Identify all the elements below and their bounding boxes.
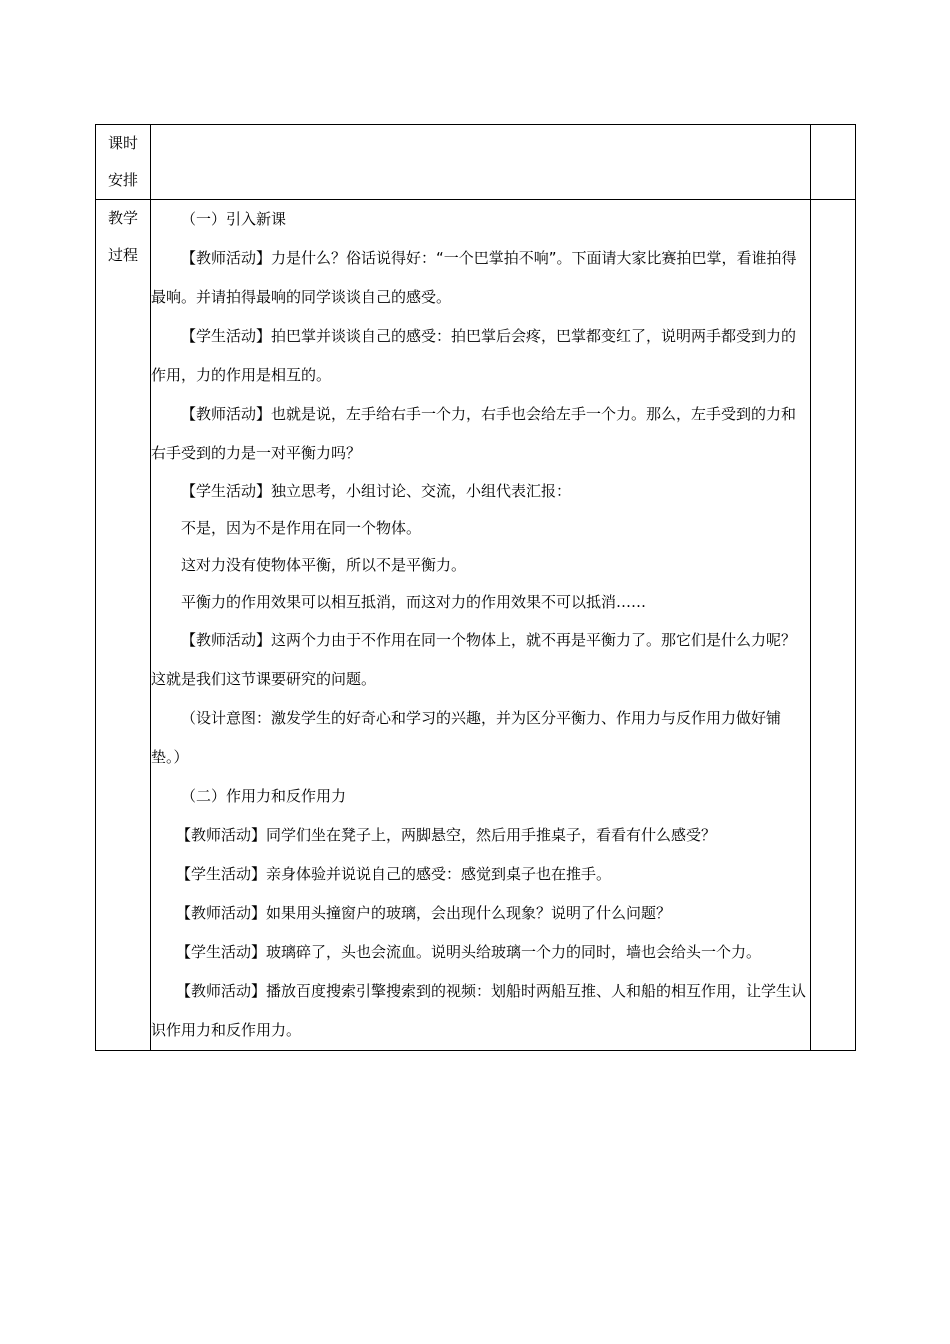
process-content-cell xyxy=(151,200,811,1051)
label-line: 过程 xyxy=(107,246,138,264)
lesson-plan-table xyxy=(95,124,856,1051)
section-heading: （二）作用力和反作用力 xyxy=(181,787,347,805)
schedule-content-cell xyxy=(151,125,811,200)
table-row-schedule xyxy=(96,125,856,200)
paragraph: 不是，因为不是作用在同一个物体。 xyxy=(181,519,422,537)
table-row-process xyxy=(96,200,856,1051)
label-line: 教学 xyxy=(107,209,138,227)
paragraph: 【教师活动】这两个力由于不作用在同一个物体上，就不再是平衡力了。那它们是什么力呢？这就是我们这节课要研究的问题。 xyxy=(151,631,797,688)
paragraph: 这对力没有使物体平衡，所以不是平衡力。 xyxy=(181,556,467,574)
paragraph: 【学生活动】亲身体验并说说自己的感受：感觉到桌子也在推手。 xyxy=(176,865,612,883)
paragraph: 【教师活动】播放百度搜索引擎搜索到的视频：划船时两船互推、人和船的相互作用，让学生认识作用力和反作用力。 xyxy=(151,982,807,1039)
label-line: 课时 xyxy=(107,134,138,152)
label-line: 安排 xyxy=(107,171,138,189)
paragraph: 平衡力的作用效果可以相互抵消，而这对力的作用效果不可以抵消…… xyxy=(181,593,647,611)
paragraph: 【教师活动】同学们坐在凳子上，两脚悬空，然后用手推桌子，看看有什么感受？ xyxy=(176,826,717,844)
section-heading: （一）引入新课 xyxy=(181,210,287,228)
paragraph: 【学生活动】独立思考，小组讨论、交流，小组代表汇报： xyxy=(181,482,572,500)
paragraph: 【教师活动】也就是说，左手给右手一个力，右手也会给左手一个力。那么，左手受到的力和右手受到的力是一对平衡力吗？ xyxy=(151,405,797,462)
paragraph: 【学生活动】拍巴掌并谈谈自己的感受：拍巴掌后会疼，巴掌都变红了，说明两手都受到力的作用，力的作用是相互的。 xyxy=(151,327,797,384)
paragraph: 【学生活动】玻璃碎了，头也会流血。说明头给玻璃一个力的同时，墙也会给头一个力。 xyxy=(176,943,762,961)
side-cell xyxy=(811,125,856,200)
label-cell-process xyxy=(96,200,151,1051)
label-cell-schedule xyxy=(96,125,151,200)
paragraph: 【教师活动】力是什么？俗话说得好：“一个巴掌拍不响”。下面请大家比赛拍巴掌，看谁拍得最响。并请拍得最响的同学谈谈自己的感受。 xyxy=(151,249,797,306)
design-intent-paragraph: （设计意图：激发学生的好奇心和学习的兴趣，并为区分平衡力、作用力与反作用力做好铺垫。） xyxy=(151,709,782,766)
side-cell xyxy=(811,200,856,1051)
paragraph: 【教师活动】如果用头撞窗户的玻璃，会出现什么现象？说明了什么问题？ xyxy=(176,904,672,922)
